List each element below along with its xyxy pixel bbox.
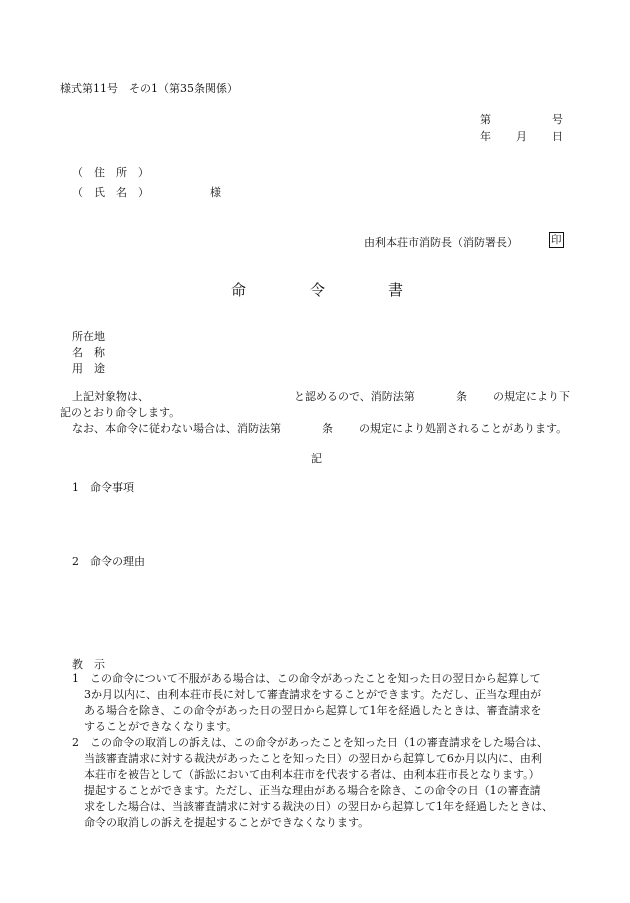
instruction-item-2-line-6: 命令の取消しの訴えを提起することができなくなります。 [84, 816, 370, 829]
date-year: 年 [480, 130, 491, 143]
instruction-item-2-line-2: 当該審査請求に対する裁決があったことを知った日）の翌日から起算して6か月以内に、由利 [84, 752, 542, 765]
instruction-item-1-line-3: ある場合を除き、この命令があった日の翌日から起算して1年を経過したときは、審査請求を [84, 704, 542, 717]
instruction-item-2-line-3: 本荘市を被告として（訴訟において由利本荘市を代表する者は、由利本荘市長となります。） [84, 768, 540, 781]
form-number: 様式第11号 その1（第35条関係） [60, 82, 238, 95]
title-char-1: 命 [231, 281, 247, 299]
body-line1-a: 上記対象物は、 [72, 390, 149, 403]
title-char-3: 書 [388, 281, 404, 299]
field-location: 所在地 [72, 330, 105, 343]
seal-mark [549, 232, 564, 248]
body-line3-a: なお、本命令に従わない場合は、消防法第 [72, 422, 281, 435]
ki-mark: 記 [311, 452, 322, 465]
instruction-heading: 教 示 [72, 658, 105, 671]
instruction-item-1-line-4: することができなくなります。 [84, 720, 238, 733]
body-line2: 記のとおり命令します。 [60, 406, 181, 419]
field-usage: 用 途 [72, 362, 105, 375]
instruction-item-2-line-5: 求をした場合は、当該審査請求に対する裁決の日）の翌日から起算して1年を経過したときは、 [84, 800, 553, 813]
date-month: 月 [516, 130, 527, 143]
body-line1-c: 条 [456, 390, 467, 403]
instruction-item-2-line-1: 2 この命令の取消しの訴えは、この命令があったことを知った日（1の審査請求をした場合は、 [72, 736, 548, 749]
issuer-name: 由利本荘市消防長（消防署長） [364, 236, 518, 249]
date-day: 日 [552, 130, 563, 143]
body-line1-d: の規定により下 [493, 390, 570, 403]
doc-number-suffix: 号 [552, 113, 563, 126]
honorific: 様 [210, 186, 221, 199]
doc-number-prefix: 第 [480, 113, 491, 126]
instruction-item-2-line-4: 提起することができます。ただし、正当な理由がある場合を除き、この命令の日（1の審査請 [84, 784, 541, 797]
name-label: （ 氏 名 ） [72, 186, 149, 199]
body-line3-c: の規定により処罰されることがあります。 [359, 422, 568, 435]
section-order-reason: 2 命令の理由 [72, 555, 145, 568]
instruction-item-1-line-2: 3か月以内に、由利本荘市長に対して審査請求をすることができます。ただし、正当な理由が [84, 688, 542, 701]
section-order-items: 1 命令事項 [72, 481, 134, 494]
body-line1-b: と認めるので、消防法第 [294, 390, 415, 403]
address-label: （ 住 所 ） [72, 166, 149, 179]
seal-text: 印 [551, 234, 562, 246]
field-name: 名 称 [72, 346, 105, 359]
instruction-item-1-line-1: 1 この命令について不服がある場合は、この命令があったことを知った日の翌日から起算して [72, 672, 541, 685]
body-line3-b: 条 [322, 422, 333, 435]
title-char-2: 令 [310, 281, 326, 299]
